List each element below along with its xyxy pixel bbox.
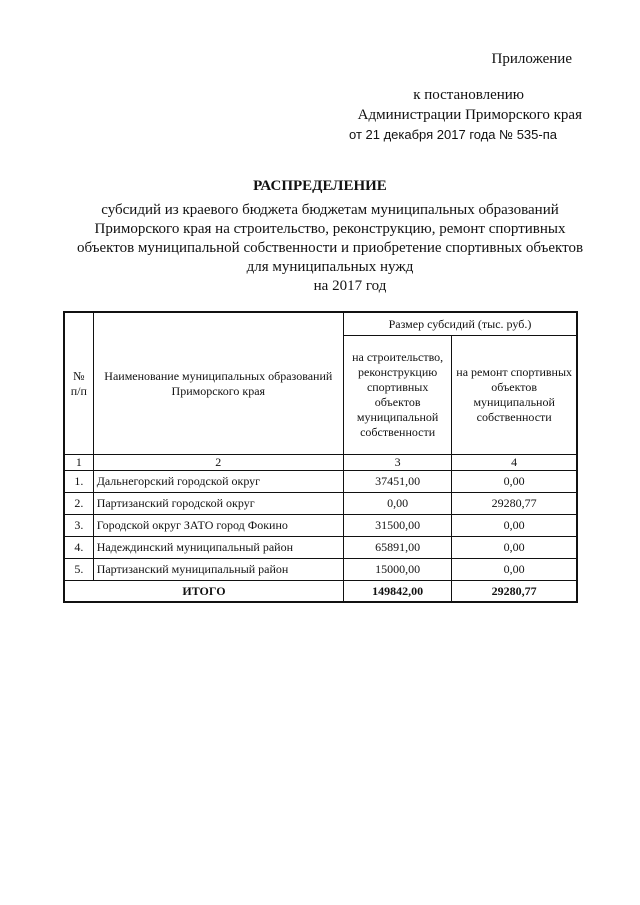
row-repair: 0,00 [452, 515, 577, 537]
index-cell: 2 [93, 455, 343, 471]
document-subtitle [60, 201, 600, 296]
row-name: Партизанский городской округ [93, 493, 343, 515]
subtitle-line: Приморского края на строительство, реконструкцию, ремонт спортивных [94, 221, 566, 237]
row-name: Надеждинский муниципальный район [93, 537, 343, 559]
row-num: 5. [64, 559, 93, 581]
header-repair: на ремонт спортивных объектов муниципальной собственности [452, 336, 577, 455]
table-row [64, 471, 577, 493]
row-num: 4. [64, 537, 93, 559]
header-construction: на строительство, реконструкцию спортивных объектов муниципальной собственности [343, 336, 451, 455]
table-row [64, 515, 577, 537]
header-group: Размер субсидий (тыс. руб.) [343, 312, 577, 336]
row-repair: 29280,77 [452, 493, 577, 515]
header-num: № п/п [64, 312, 93, 455]
annex-title: Приложение [491, 51, 572, 67]
row-num: 2. [64, 493, 93, 515]
row-construction: 65891,00 [343, 537, 451, 559]
row-name: Партизанский муниципальный район [93, 559, 343, 581]
table-row [64, 493, 577, 515]
subsidy-table [63, 311, 578, 603]
row-construction: 31500,00 [343, 515, 451, 537]
subtitle-line: для муниципальных нужд [246, 259, 414, 275]
row-repair: 0,00 [452, 537, 577, 559]
subtitle-line: субсидий из краевого бюджета бюджетам муниципальных образований [101, 202, 559, 218]
annex-ref: к постановлению [413, 87, 524, 103]
table-row [64, 537, 577, 559]
document-title: РАСПРЕДЕЛЕНИЕ [253, 178, 387, 194]
row-repair: 0,00 [452, 559, 577, 581]
total-construction: 149842,00 [343, 581, 451, 603]
index-cell: 3 [343, 455, 451, 471]
annex-authority: Администрации Приморского края [357, 107, 582, 123]
header-name: Наименование муниципальных образований Приморского края [93, 312, 343, 455]
total-row [64, 581, 577, 603]
row-construction: 37451,00 [343, 471, 451, 493]
total-repair: 29280,77 [452, 581, 577, 603]
row-construction: 15000,00 [343, 559, 451, 581]
row-num: 1. [64, 471, 93, 493]
row-repair: 0,00 [452, 471, 577, 493]
index-cell: 1 [64, 455, 93, 471]
table-row [64, 559, 577, 581]
subtitle-year: на 2017 год [313, 278, 387, 294]
row-name: Дальнегорский городской округ [93, 471, 343, 493]
subtitle-line: объектов муниципальной собственности и приобретение спортивных объектов [76, 240, 584, 256]
row-name: Городской округ ЗАТО город Фокино [93, 515, 343, 537]
row-construction: 0,00 [343, 493, 451, 515]
total-label: ИТОГО [64, 581, 343, 603]
annex-date-number: от 21 декабря 2017 года № 535-па [349, 127, 557, 142]
index-cell: 4 [452, 455, 577, 471]
row-num: 3. [64, 515, 93, 537]
